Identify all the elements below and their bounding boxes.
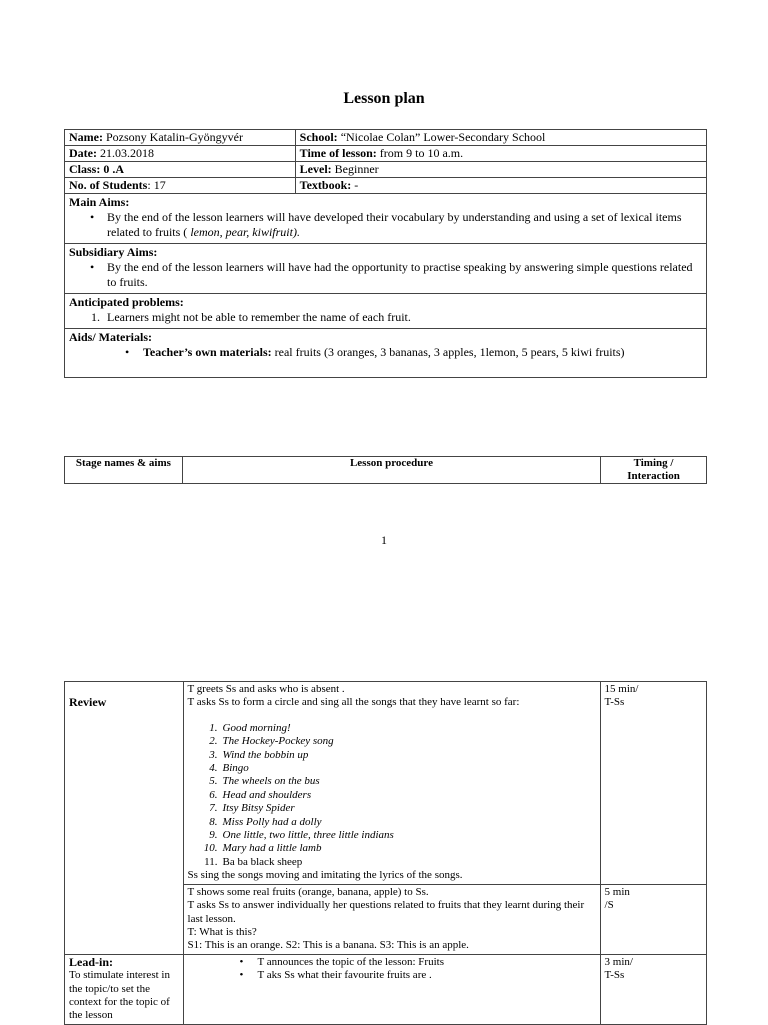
- song-item: [188, 762, 596, 775]
- leadin-list: [188, 956, 596, 983]
- review-line-3: Ss sing the songs moving and imitating the lyrics of the songs.: [187, 869, 463, 882]
- textbook-value: -: [351, 178, 359, 192]
- timing-label: Timing /: [633, 457, 674, 469]
- aids-label: Aids/ Materials:: [69, 330, 152, 344]
- review-stage: Review: [65, 682, 184, 955]
- students-cell: [65, 178, 296, 194]
- song-title: Itsy Bitsy Spider: [222, 802, 295, 815]
- textbook-label: Textbook:: [299, 178, 352, 192]
- class-label: Class: 0 .A: [69, 162, 125, 176]
- song-number: 1.: [209, 721, 218, 734]
- review-timing: [600, 682, 706, 885]
- song-number: 6.: [209, 788, 218, 801]
- aids-text: real fruits (3 oranges, 3 bananas, 3 apples, 1lemon, 5 pears, 5 kiwi fruits): [271, 345, 625, 359]
- stage-header-col2: Lesson procedure: [182, 457, 600, 484]
- song-number: 2.: [209, 735, 218, 748]
- info-row-date: [65, 146, 707, 162]
- song-item: [188, 802, 596, 815]
- class-cell: [65, 162, 296, 178]
- song-title: Wind the bobbin up: [222, 748, 309, 761]
- name-value: Pozsony Katalin-Gyöngyvér: [102, 130, 243, 144]
- level-cell: [295, 162, 706, 178]
- info-row-main-aims: [65, 194, 707, 244]
- song-title: Head and shoulders: [222, 788, 312, 801]
- song-item: [188, 735, 596, 748]
- fruits-timing: [600, 884, 706, 954]
- lesson-info-table: [64, 129, 707, 378]
- review-timing-minutes: 15 min/: [604, 683, 639, 695]
- leadin-item-2: • T aks Ss what their favourite fruits are .: [188, 969, 596, 982]
- fruits-line-4: S1: This is an orange. S2: This is a banana. S3: This is an apple.: [187, 939, 469, 952]
- review-line-1: T greets Ss and asks who is absent .: [187, 683, 345, 695]
- song-item: [188, 722, 596, 735]
- song-title: Ba ba black sheep: [222, 855, 303, 868]
- aids-cell: [65, 329, 707, 378]
- main-aims-label: Main Aims:: [69, 195, 130, 209]
- students-label: No. of Students: [69, 178, 148, 192]
- fruits-line-3: T: What is this?: [187, 925, 257, 938]
- song-item: [188, 775, 596, 788]
- leadin-item-1: • T announces the topic of the lesson: Fruits: [188, 956, 596, 969]
- song-title: The Hockey-Pockey song: [222, 735, 334, 748]
- song-title: Miss Polly had a dolly: [222, 815, 322, 828]
- song-number: 7.: [209, 802, 218, 815]
- level-label: Level:: [299, 162, 332, 176]
- page-number: 1: [381, 533, 387, 547]
- song-title: Good morning!: [222, 721, 291, 734]
- song-item: [188, 856, 596, 869]
- song-number: 9.: [209, 829, 218, 842]
- info-row-aids: [65, 329, 707, 378]
- leadin-row: [65, 954, 707, 1024]
- page-title: Lesson plan: [343, 90, 425, 107]
- song-item: [188, 829, 596, 842]
- subsidiary-aims-item: • By the end of the lesson learners will have had the opportunity to practise speaking by answering simple questions related to fruits.: [69, 260, 702, 290]
- aids-bold-label: Teacher’s own materials:: [143, 345, 272, 359]
- main-aims-item: [69, 210, 702, 240]
- date-label: Date:: [69, 146, 97, 160]
- songs-list: [188, 722, 596, 869]
- subsidiary-aims-cell: [65, 244, 707, 294]
- aids-item: [69, 345, 702, 360]
- song-number: 8.: [209, 815, 218, 828]
- song-title: Mary had a little lamb: [222, 842, 322, 855]
- school-value: “Nicolae Colan” Lower-Secondary School: [337, 130, 546, 144]
- date-cell: [65, 146, 296, 162]
- stage-header-col3: [601, 457, 707, 484]
- school-cell: [295, 130, 706, 146]
- info-row-class: [65, 162, 707, 178]
- problems-list: [69, 310, 702, 325]
- problem-item: [69, 310, 702, 325]
- aids-list: [69, 345, 702, 360]
- problem-number: 1.: [91, 310, 100, 324]
- song-item: [188, 789, 596, 802]
- song-title: The wheels on the bus: [222, 775, 320, 788]
- leadin-stage: [65, 954, 184, 1024]
- students-value: : 17: [147, 178, 166, 192]
- leadin-timing-minutes: 3 min/: [604, 955, 633, 968]
- time-value: from 9 to 10 a.m.: [376, 146, 464, 160]
- review-line-2: T asks Ss to form a circle and sing all the songs that they have learnt so far:: [187, 696, 520, 709]
- level-value: Beginner: [331, 162, 379, 176]
- subsidiary-aims-list: [69, 260, 702, 290]
- leadin-procedure: [183, 954, 600, 1024]
- problems-cell: [65, 294, 707, 329]
- info-row-subsidiary-aims: [65, 244, 707, 294]
- song-number: 10.: [203, 842, 218, 855]
- review-procedure: [183, 682, 600, 885]
- name-cell: [65, 130, 296, 146]
- fruits-interaction: /S: [604, 899, 614, 912]
- song-title: Bingo: [222, 762, 249, 775]
- leadin-timing: [600, 954, 706, 1024]
- main-aims-fruits: lemon, pear, kiwifruit).: [190, 225, 300, 239]
- time-cell: [295, 146, 706, 162]
- date-value: 21.03.2018: [96, 146, 154, 160]
- leadin-label: Lead-in:: [69, 954, 114, 969]
- time-label: Time of lesson:: [299, 146, 377, 160]
- procedure-table: [64, 681, 707, 1025]
- interaction-label: Interaction: [627, 470, 680, 482]
- fruits-line-2: T asks Ss to answer individually her questions related to fruits that they learnt during their last lesson.: [187, 899, 585, 925]
- song-number: 4.: [209, 762, 218, 775]
- review-row: [65, 682, 707, 885]
- school-label: School:: [299, 130, 338, 144]
- stage-header-table: [64, 456, 707, 484]
- problems-label: Anticipated problems:: [69, 295, 184, 309]
- info-row-problems: [65, 294, 707, 329]
- main-aims-list: [69, 210, 702, 240]
- review-interaction: T-Ss: [604, 696, 625, 709]
- stage-header-col1: Stage names & aims: [65, 457, 183, 484]
- song-item: [188, 842, 596, 855]
- main-aims-cell: [65, 194, 707, 244]
- problem-text: Learners might not be able to remember the name of each fruit.: [107, 310, 411, 324]
- name-label: Name:: [69, 130, 103, 144]
- fruits-line-1: T shows some real fruits (orange, banana, apple) to Ss.: [187, 885, 429, 898]
- info-row-name: [65, 130, 707, 146]
- info-row-students: [65, 178, 707, 194]
- fruits-timing-minutes: 5 min: [604, 885, 630, 898]
- main-aims-text: By the end of the lesson learners will have developed their vocabulary by understanding and using a set of lexical items related to fruits (: [107, 210, 682, 239]
- song-number: 5.: [209, 775, 218, 788]
- leadin-aim: To stimulate interest in the topic/to set the context for the topic of the lesson: [69, 969, 170, 1022]
- fruits-procedure: [183, 884, 600, 954]
- leadin-interaction: T-Ss: [604, 969, 625, 982]
- stage-header-row: [65, 457, 707, 484]
- subsidiary-aims-label: Subsidiary Aims:: [69, 245, 158, 259]
- textbook-cell: [295, 178, 706, 194]
- song-item: [188, 749, 596, 762]
- song-number: 3.: [209, 748, 218, 761]
- song-title: One little, two little, three little indians: [222, 829, 394, 842]
- song-number: 11.: [204, 855, 218, 868]
- song-item: [188, 816, 596, 829]
